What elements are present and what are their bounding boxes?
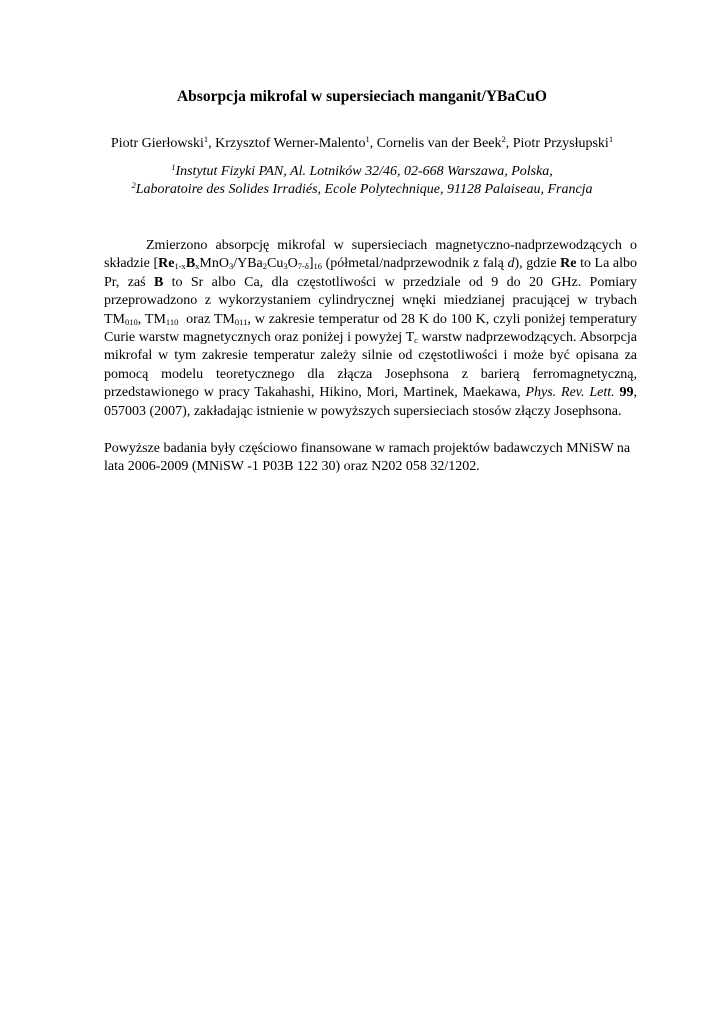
mode-subscript: 110 <box>165 316 179 327</box>
mode-subscript: 010 <box>125 316 138 327</box>
author-affiliation-mark: 1 <box>608 134 614 144</box>
abstract-text: Cu <box>267 256 284 272</box>
formula-element: B <box>185 256 196 272</box>
author-separator: , <box>505 136 513 151</box>
formula-subscript: 16 <box>313 261 323 272</box>
author-name: Cornelis van der Beek <box>376 136 502 151</box>
author-separator: , <box>369 136 377 151</box>
journal-volume: 99 <box>619 385 634 401</box>
abstract-text: (półmetal/nadprzewodnik z falą <box>322 256 508 272</box>
funding-paragraph: Powyższe badania były częściowo finansowane w ramach projektów badawczych MNiSW na lata 2006-2009 (MNiSW -1 P03B 122 30) oraz N202 058 32/1202. <box>104 441 631 475</box>
abstract-text: ] <box>308 256 314 272</box>
abstract-text: MnO <box>199 256 229 272</box>
author-name: Piotr Przysłupski <box>512 136 609 151</box>
abstract-text: /YBa <box>233 256 263 272</box>
abstract-text: , TM <box>137 311 166 327</box>
affiliation-1 <box>0 164 724 180</box>
author-affiliation-mark: 1 <box>365 134 370 144</box>
abstract-text: to Sr albo Ca, dla częstotliwości w przedziale od 9 do 20 GHz. Pomiary przeprowadzono z wykorzystaniem cylindrycznej wnęki miedzianej pracującej w trybach TM <box>104 274 637 327</box>
formula-subscript: 2 <box>262 261 268 272</box>
abstract-text: oraz TM <box>178 311 235 327</box>
italic-symbol: d <box>507 256 515 272</box>
author-affiliation-mark: 2 <box>501 134 506 144</box>
abstract-text: warstw nadprzewodzących. Absorpcja mikrofal w tym zakresie temperatur zależy silnie od częstotliwości i może być opisana za pomocą modelu teoretycznego dla złącza Josephsona z barierą ferromagnetyczną, przedstawionego w pracy Takahashi, Hikino, Mori, Martinek, Maekawa, <box>104 330 637 401</box>
tc-subscript: c <box>414 335 418 346</box>
author-name: Piotr Gierłowski <box>110 136 204 151</box>
abstract-text: O <box>287 256 298 272</box>
author-separator: , <box>208 136 216 151</box>
author-name: Krzysztof Werner-Malento <box>215 136 366 151</box>
abstract-paragraph <box>104 237 637 421</box>
abstract-text: Zmierzono absorpcję mikrofal w supersieciach magnetyczno-nadprzewodzących o składzie [ <box>104 238 637 272</box>
formula-subscript: 3 <box>283 261 288 272</box>
author-list <box>0 136 724 152</box>
affiliation-text: Laboratoire des Solides Irradiés, Ecole Polytechnique, 91128 Palaiseau, Francja <box>135 182 593 197</box>
abstract-text: to La albo Pr, zaś <box>104 256 638 290</box>
journal-name: Phys. Rev. Lett. <box>525 385 615 401</box>
paper-title: Absorpcja mikrofal w supersieciach manganit/YBaCuO <box>176 88 547 105</box>
mode-subscript: 011 <box>234 316 248 327</box>
affiliation-text: Instytut Fizyki PAN, Al. Lotników 32/46, 02-668 Warszawa, Polska, <box>175 164 553 179</box>
abstract-text: ), gdzie <box>514 256 561 272</box>
author-affiliation-mark: 1 <box>203 134 209 144</box>
affiliation-mark: 1 <box>171 162 176 172</box>
formula-subscript: 7-δ <box>297 261 309 272</box>
formula-subscript: 3 <box>228 261 234 272</box>
formula-element: Re <box>560 256 577 272</box>
formula-element: B <box>153 274 164 290</box>
formula-subscript: 1-x <box>174 261 186 272</box>
affiliation-mark: 2 <box>131 180 136 190</box>
abstract-text: , 057003 (2007), zakładając istnienie w powyższych supersieciach stosów złączy Josephsona. <box>104 385 638 419</box>
abstract-text: , w zakresie temperatur od 28 K do 100 K, czyli poniżej temperatury Curie warstw magnetycznych oraz poniżej i powyżej T <box>104 311 638 346</box>
affiliation-2 <box>0 182 724 198</box>
formula-element: Re <box>158 256 175 272</box>
formula-subscript: x <box>195 261 200 272</box>
